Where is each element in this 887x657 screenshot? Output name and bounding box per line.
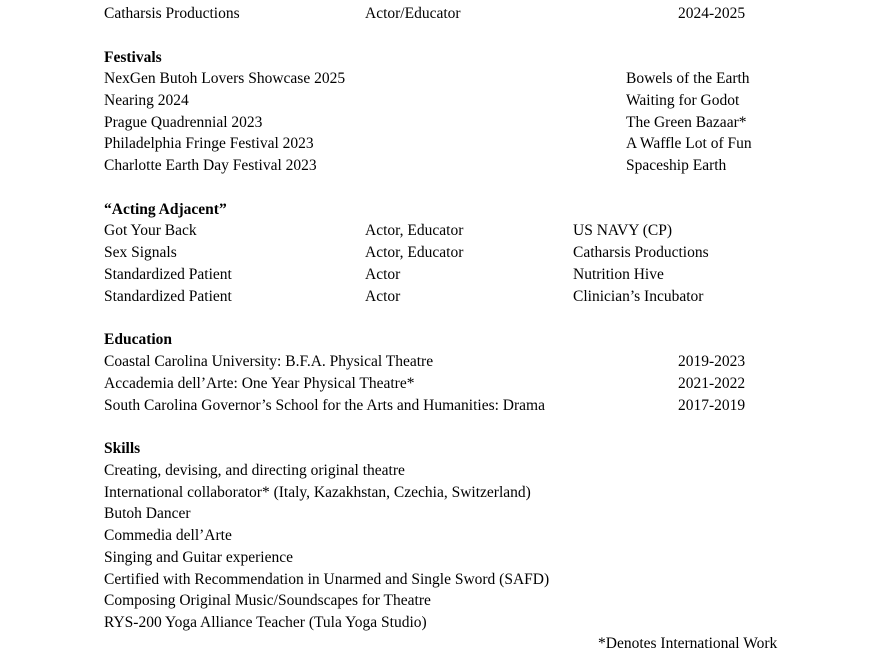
festival-name: Prague Quadrennial 2023 (104, 114, 263, 131)
education-years: 2021-2022 (678, 375, 746, 392)
acting-role: Actor (365, 266, 401, 283)
education-years: 2017-2019 (678, 397, 746, 414)
festival-name: Nearing 2024 (104, 92, 189, 109)
top-row-years: 2024-2025 (678, 5, 746, 22)
festival-name: Philadelphia Fringe Festival 2023 (104, 135, 314, 152)
festival-production: Waiting for Godot (626, 92, 740, 109)
education-school: South Carolina Governor’s School for the Arts and Humanities: Drama (104, 397, 545, 414)
top-row-company: Catharsis Productions (104, 5, 240, 22)
education-school: Coastal Carolina University: B.F.A. Physical Theatre (104, 353, 434, 370)
education-school: Accademia dell’Arte: One Year Physical Theatre* (104, 375, 415, 392)
top-row-role: Actor/Educator (365, 5, 461, 22)
skill-item: Composing Original Music/Soundscapes for Theatre (104, 592, 431, 609)
education-years: 2019-2023 (678, 353, 746, 370)
acting-role: Actor, Educator (365, 222, 464, 239)
skill-item: Creating, devising, and directing original theatre (104, 462, 405, 479)
footnote: *Denotes International Work (598, 635, 778, 652)
festival-production: Bowels of the Earth (626, 70, 750, 87)
skill-item: Singing and Guitar experience (104, 549, 293, 566)
skill-item: Commedia dell’Arte (104, 527, 232, 544)
acting-title: Sex Signals (104, 244, 177, 261)
skill-item: Butoh Dancer (104, 505, 191, 522)
acting-organization: US NAVY (CP) (573, 222, 673, 239)
festival-name: Charlotte Earth Day Festival 2023 (104, 157, 317, 174)
acting-title: Standardized Patient (104, 288, 232, 305)
skill-item: International collaborator* (Italy, Kazakhstan, Czechia, Switzerland) (104, 484, 531, 501)
acting-role: Actor, Educator (365, 244, 464, 261)
acting-adjacent-heading: “Acting Adjacent” (104, 201, 227, 218)
acting-organization: Clinician’s Incubator (573, 288, 704, 305)
skills-heading: Skills (104, 440, 141, 457)
skill-item: Certified with Recommendation in Unarmed and Single Sword (SAFD) (104, 571, 550, 588)
acting-title: Standardized Patient (104, 266, 232, 283)
festival-production: A Waffle Lot of Fun (626, 135, 752, 152)
festivals-heading: Festivals (104, 49, 162, 66)
acting-organization: Catharsis Productions (573, 244, 709, 261)
festival-production: Spaceship Earth (626, 157, 727, 174)
acting-role: Actor (365, 288, 401, 305)
acting-organization: Nutrition Hive (573, 266, 664, 283)
acting-title: Got Your Back (104, 222, 197, 239)
education-heading: Education (104, 331, 173, 348)
skill-item: RYS-200 Yoga Alliance Teacher (Tula Yoga Studio) (104, 614, 427, 631)
festival-production: The Green Bazaar* (626, 114, 747, 131)
festival-name: NexGen Butoh Lovers Showcase 2025 (104, 70, 346, 87)
